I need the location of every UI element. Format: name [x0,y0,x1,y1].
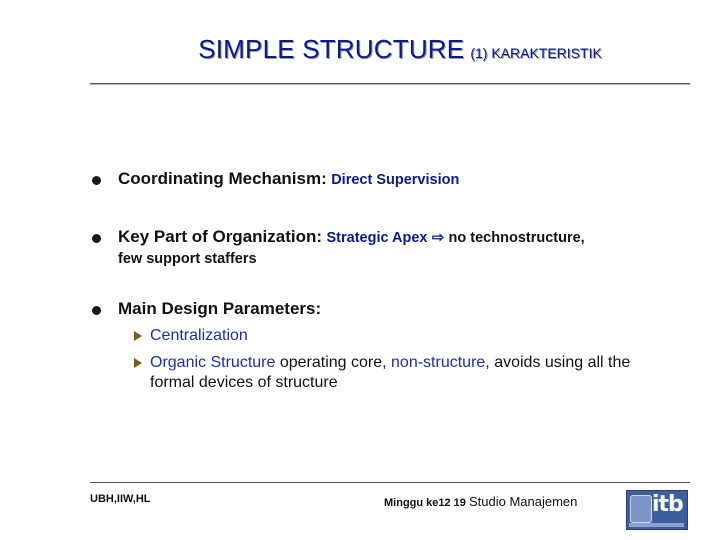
sub-item-centralization: Centralization [150,327,248,344]
sub-bullet-icon [134,331,142,341]
itb-logo [626,490,688,530]
seal-icon [630,495,652,523]
item-design-parameters [118,299,321,319]
slide-title [0,34,720,65]
footer-week: Minggu ke12 19 [384,497,466,509]
title-divider [90,83,690,84]
sub-item-blue: Organic Structure [150,354,276,371]
sub-item-continuation: formal devices of structure [150,374,338,391]
footer-studio: Studio Manajemen [468,494,578,509]
item-label: Key Part of Organization: [118,227,323,246]
item-coordinating-mechanism [118,169,459,189]
footer-divider [90,482,690,483]
logo-strip [629,523,684,527]
item-rest: no technostructure, [448,230,585,246]
title-sub: (1) KARAKTERISTIK [470,45,602,61]
title-main: SIMPLE STRUCTURE [198,34,465,64]
bullet-dot [92,306,101,315]
arrow-right-icon: ⇨ [431,230,445,246]
bullet-dot [92,234,101,243]
bullet-dot [92,176,101,185]
logo-letters: itb [652,492,683,517]
sub-item-plain: , avoids using all the [485,354,631,371]
sub-bullet-icon [134,358,142,368]
item-value: Strategic Apex [326,230,428,246]
footer-authors: UBH,IIW,HL [90,493,151,505]
footer-course [384,494,577,509]
sub-item-plain: operating core, [279,354,387,371]
item-continuation: few support staffers [118,251,257,267]
item-label: Coordinating Mechanism: [118,169,327,188]
sub-item-organic-structure [150,354,630,372]
item-value: Direct Supervision [331,172,460,188]
item-key-part [118,227,585,247]
item-label: Main Design Parameters: [118,299,322,318]
sub-item-blue: non-structure [391,354,486,371]
